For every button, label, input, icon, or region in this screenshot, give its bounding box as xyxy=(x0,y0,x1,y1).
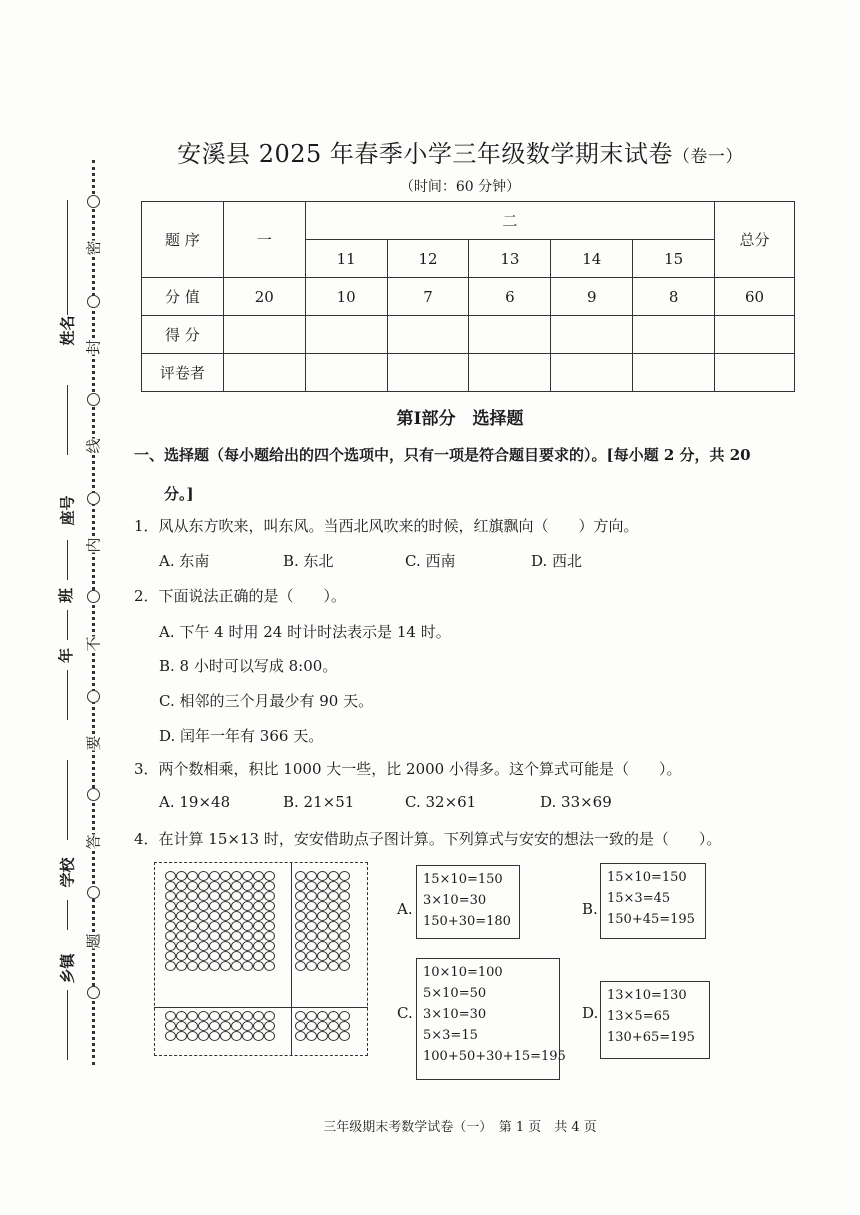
dot xyxy=(187,961,198,971)
dot xyxy=(165,901,176,911)
question-1-stem: 1．风从东方吹来，叫东风。当西北风吹来的时候，红旗飘向（ ）方向。 xyxy=(134,517,639,535)
q2-option-c[interactable]: C. 相邻的三个月最少有 90 天。 xyxy=(159,692,374,710)
dot-grid-bottom-right xyxy=(295,1011,350,1041)
seal-circle xyxy=(87,886,100,899)
page-footer: 三年级期末考数学试卷（一） 第 1 页 共 4 页 xyxy=(323,1120,597,1135)
seal-char: 密 xyxy=(84,240,103,256)
dot xyxy=(198,891,209,901)
dot xyxy=(176,941,187,951)
q2-option-d[interactable]: D. 闰年一年有 366 天。 xyxy=(159,727,324,745)
dot xyxy=(209,891,220,901)
dot xyxy=(264,1031,275,1041)
dot xyxy=(209,871,220,881)
dot xyxy=(231,1021,242,1031)
grader-blank-cell[interactable] xyxy=(551,354,633,392)
dot xyxy=(339,931,350,941)
dot xyxy=(187,871,198,881)
dot xyxy=(220,1021,231,1031)
dot xyxy=(295,1031,306,1041)
page-title: 安溪县 2025 年春季小学三年级数学期末试卷（卷一） xyxy=(177,140,743,168)
dot xyxy=(264,921,275,931)
dot xyxy=(328,1031,339,1041)
dot xyxy=(165,941,176,951)
dot xyxy=(220,891,231,901)
q4-option-d-box[interactable]: 13×10=130 13×5=65 130+65=195 xyxy=(600,981,710,1059)
dot xyxy=(264,871,275,881)
dot xyxy=(264,931,275,941)
dot xyxy=(187,931,198,941)
q3-option-c[interactable]: C. 32×61 xyxy=(405,793,477,811)
dot xyxy=(187,911,198,921)
value-cell: 8 xyxy=(633,278,715,316)
dot xyxy=(165,921,176,931)
dot xyxy=(176,871,187,881)
dot xyxy=(165,1021,176,1031)
dot xyxy=(264,881,275,891)
dot xyxy=(328,1021,339,1031)
dot xyxy=(317,901,328,911)
subcol-cell: 14 xyxy=(551,240,633,278)
name-blank-line xyxy=(67,200,68,315)
dot xyxy=(317,1031,328,1041)
dot xyxy=(198,1031,209,1041)
q4-option-c-letter[interactable]: C. xyxy=(397,1004,413,1022)
q4-option-a-letter[interactable]: A. xyxy=(397,900,413,918)
dot xyxy=(295,1011,306,1021)
score-blank-cell[interactable] xyxy=(223,316,305,354)
dot xyxy=(187,891,198,901)
dot xyxy=(253,891,264,901)
exam-time: （时间：60 分钟） xyxy=(399,179,521,195)
dot xyxy=(306,1021,317,1031)
dot-grid-bottom-left xyxy=(165,1011,275,1041)
value-cell: 20 xyxy=(223,278,305,316)
dot xyxy=(198,941,209,951)
value-cell: 60 xyxy=(715,278,795,316)
dot xyxy=(176,1031,187,1041)
dot xyxy=(306,921,317,931)
dot xyxy=(231,961,242,971)
dot xyxy=(209,901,220,911)
score-blank-cell[interactable] xyxy=(469,316,551,354)
seal-circle xyxy=(87,492,100,505)
part-one-cell: 一 xyxy=(223,202,305,278)
seal-char: 答 xyxy=(84,834,103,850)
dot xyxy=(317,921,328,931)
dot xyxy=(242,891,253,901)
grade-blank-line-2 xyxy=(67,670,68,720)
dot xyxy=(231,931,242,941)
dot xyxy=(317,911,328,921)
dot xyxy=(220,911,231,921)
dot xyxy=(209,951,220,961)
score-label-cell: 得 分 xyxy=(142,316,224,354)
question-2-stem: 2．下面说法正确的是（ ）。 xyxy=(134,587,347,605)
grade-blank-line xyxy=(67,610,68,640)
dot xyxy=(317,1021,328,1031)
dot xyxy=(220,951,231,961)
dot xyxy=(306,961,317,971)
value-cell: 6 xyxy=(469,278,551,316)
dot xyxy=(176,891,187,901)
dot xyxy=(339,911,350,921)
dot xyxy=(253,911,264,921)
subcol-cell: 11 xyxy=(305,240,387,278)
grader-blank-cell[interactable] xyxy=(469,354,551,392)
dot xyxy=(187,951,198,961)
dot xyxy=(165,881,176,891)
dot xyxy=(176,901,187,911)
dot xyxy=(242,951,253,961)
dot xyxy=(339,1031,350,1041)
dot-grid-top-left xyxy=(165,871,275,971)
dot xyxy=(306,871,317,881)
value-cell: 9 xyxy=(551,278,633,316)
vertical-split-line xyxy=(291,862,292,1056)
dot xyxy=(176,1021,187,1031)
dot xyxy=(176,911,187,921)
class-blank-line xyxy=(67,540,68,580)
dot xyxy=(295,911,306,921)
dot xyxy=(317,891,328,901)
dot xyxy=(165,951,176,961)
q1-option-b[interactable]: B. 东北 xyxy=(283,552,334,570)
dot xyxy=(198,931,209,941)
q3-option-b[interactable]: B. 21×51 xyxy=(283,793,355,811)
dot xyxy=(231,921,242,931)
subcol-cell: 15 xyxy=(633,240,715,278)
q4-option-b-box[interactable]: 15×10=150 15×3=45 150+45=195 xyxy=(600,863,706,939)
dot xyxy=(220,871,231,881)
q2-option-b[interactable]: B. 8 小时可以写成 8:00。 xyxy=(159,657,338,675)
dot xyxy=(165,891,176,901)
dot xyxy=(187,921,198,931)
q3-option-d[interactable]: D. 33×69 xyxy=(540,793,612,811)
dot xyxy=(264,911,275,921)
dot xyxy=(295,961,306,971)
dot xyxy=(242,1021,253,1031)
grader-blank-cell[interactable] xyxy=(223,354,305,392)
grader-blank-cell[interactable] xyxy=(387,354,469,392)
seal-char: 题 xyxy=(84,933,103,949)
dot xyxy=(306,881,317,891)
dot xyxy=(253,921,264,931)
value-cell: 10 xyxy=(305,278,387,316)
total-header-cell: 总分 xyxy=(715,202,795,278)
dot xyxy=(317,961,328,971)
dot xyxy=(198,881,209,891)
dot xyxy=(339,951,350,961)
q2-option-a[interactable]: A. 下午 4 时用 24 时计时法表示是 14 时。 xyxy=(159,623,451,641)
q1-option-c[interactable]: C. 西南 xyxy=(405,552,456,570)
dot xyxy=(295,921,306,931)
dot-array-figure xyxy=(154,862,368,1056)
dot xyxy=(295,891,306,901)
dot xyxy=(328,911,339,921)
dot xyxy=(328,901,339,911)
dot xyxy=(176,931,187,941)
seal-char: 内 xyxy=(84,537,103,553)
dot xyxy=(242,931,253,941)
dot xyxy=(328,1011,339,1021)
dot xyxy=(209,911,220,921)
score-table xyxy=(141,201,795,392)
dot xyxy=(220,931,231,941)
dot xyxy=(176,881,187,891)
dot xyxy=(165,911,176,921)
town-blank-line xyxy=(67,900,68,930)
dot xyxy=(328,961,339,971)
dot xyxy=(209,931,220,941)
dot xyxy=(253,961,264,971)
question-4-stem: 4．在计算 15×13 时，安安借助点子图计算。下列算式与安安的想法一致的是（ ）。 xyxy=(134,830,722,848)
dot xyxy=(209,1031,220,1041)
dot xyxy=(242,901,253,911)
name-label: 姓名 xyxy=(58,315,77,346)
dot xyxy=(242,871,253,881)
dot xyxy=(176,1011,187,1021)
dot xyxy=(317,931,328,941)
dot xyxy=(317,881,328,891)
dot xyxy=(306,1011,317,1021)
q4-option-d-letter[interactable]: D. xyxy=(582,1004,599,1022)
q4-option-c-box[interactable]: 10×10=100 5×10=50 3×10=30 5×3=15 100+50+30+15=195 xyxy=(416,958,560,1080)
dot xyxy=(264,961,275,971)
seal-char: 线 xyxy=(84,438,103,454)
seal-char: 封 xyxy=(84,339,103,355)
dot xyxy=(220,941,231,951)
dot xyxy=(231,881,242,891)
dot xyxy=(187,1031,198,1041)
dot xyxy=(231,901,242,911)
seal-char: 不 xyxy=(84,636,103,652)
score-blank-cell[interactable] xyxy=(551,316,633,354)
dot xyxy=(306,911,317,921)
dot xyxy=(295,881,306,891)
dot xyxy=(220,961,231,971)
dot xyxy=(317,941,328,951)
score-blank-cell[interactable] xyxy=(305,316,387,354)
grader-blank-cell[interactable] xyxy=(633,354,715,392)
class-label: 班 xyxy=(57,587,76,604)
dot xyxy=(253,1011,264,1021)
dot xyxy=(339,1021,350,1031)
dot xyxy=(209,961,220,971)
dot xyxy=(253,931,264,941)
dot xyxy=(198,961,209,971)
dot xyxy=(242,881,253,891)
dot xyxy=(295,931,306,941)
dot xyxy=(165,1031,176,1041)
dot xyxy=(165,871,176,881)
dot xyxy=(198,911,209,921)
section-instruction-cont: 分。] xyxy=(164,485,194,503)
q1-option-a[interactable]: A. 东南 xyxy=(159,552,210,570)
dot xyxy=(339,941,350,951)
score-blank-cell[interactable] xyxy=(387,316,469,354)
school-blank-line xyxy=(67,760,68,840)
dot xyxy=(339,1011,350,1021)
dot xyxy=(253,941,264,951)
dot xyxy=(209,881,220,891)
dot xyxy=(242,921,253,931)
dot xyxy=(264,951,275,961)
dot xyxy=(253,901,264,911)
dot xyxy=(295,871,306,881)
dot xyxy=(242,941,253,951)
section-instruction: 一、选择题（每小题给出的四个选项中，只有一项是符合题目要求的）。[每小题 2 分，共 20 xyxy=(134,446,751,464)
value-cell: 7 xyxy=(387,278,469,316)
dot xyxy=(165,961,176,971)
dot xyxy=(306,901,317,911)
dot xyxy=(317,951,328,961)
grade-label: 年 xyxy=(57,647,76,664)
dot xyxy=(187,881,198,891)
dot xyxy=(264,1011,275,1021)
dot xyxy=(339,921,350,931)
dot xyxy=(165,931,176,941)
seal-circle xyxy=(87,788,100,801)
town-blank-line-2 xyxy=(67,990,68,1060)
seal-char: 要 xyxy=(84,735,103,751)
dot xyxy=(328,941,339,951)
dot xyxy=(264,941,275,951)
seat-label: 座号 xyxy=(58,495,77,526)
dot xyxy=(231,871,242,881)
horizontal-split-line xyxy=(154,1007,368,1008)
grader-label-cell: 评卷者 xyxy=(142,354,224,392)
part-two-cell: 二 xyxy=(305,202,714,240)
dot xyxy=(242,911,253,921)
seal-circle xyxy=(87,986,100,999)
dot xyxy=(328,931,339,941)
score-blank-cell[interactable] xyxy=(633,316,715,354)
dot xyxy=(198,951,209,961)
dot xyxy=(220,921,231,931)
dot xyxy=(209,1021,220,1031)
dot xyxy=(328,881,339,891)
dot xyxy=(339,871,350,881)
dot xyxy=(306,891,317,901)
dot xyxy=(198,871,209,881)
dot xyxy=(306,1031,317,1041)
dot xyxy=(231,951,242,961)
dot xyxy=(198,1021,209,1031)
dot xyxy=(317,1011,328,1021)
dot xyxy=(198,921,209,931)
dot xyxy=(187,1011,198,1021)
dot xyxy=(328,951,339,961)
dot xyxy=(187,901,198,911)
dot xyxy=(306,941,317,951)
dot xyxy=(220,901,231,911)
score-blank-cell[interactable] xyxy=(715,316,795,354)
dot xyxy=(295,901,306,911)
dot xyxy=(253,881,264,891)
dot xyxy=(328,871,339,881)
dot xyxy=(165,1011,176,1021)
dot xyxy=(231,891,242,901)
q4-option-b-letter[interactable]: B. xyxy=(582,900,598,918)
dot xyxy=(187,941,198,951)
seal-circle xyxy=(87,590,100,603)
dot xyxy=(220,1031,231,1041)
town-label: 乡镇 xyxy=(58,953,77,984)
dot xyxy=(295,951,306,961)
q4-option-a-box[interactable]: 15×10=150 3×10=30 150+30=180 xyxy=(416,865,520,939)
value-label-cell: 分 值 xyxy=(142,278,224,316)
dot xyxy=(253,951,264,961)
subcol-cell: 12 xyxy=(387,240,469,278)
dot xyxy=(176,951,187,961)
dot xyxy=(176,961,187,971)
dot xyxy=(198,1011,209,1021)
dot xyxy=(264,891,275,901)
dot xyxy=(328,891,339,901)
dot xyxy=(264,901,275,911)
dot xyxy=(253,871,264,881)
dot xyxy=(209,921,220,931)
dot xyxy=(187,1021,198,1031)
grader-blank-cell[interactable] xyxy=(305,354,387,392)
dot xyxy=(317,871,328,881)
dot xyxy=(231,1011,242,1021)
dot xyxy=(306,951,317,961)
q1-option-d[interactable]: D. 西北 xyxy=(531,552,583,570)
dot xyxy=(209,941,220,951)
dot xyxy=(242,1031,253,1041)
q3-option-a[interactable]: A. 19×48 xyxy=(159,793,231,811)
dot xyxy=(242,961,253,971)
part-title: 第Ⅰ部分 选择题 xyxy=(396,409,524,429)
dot xyxy=(339,901,350,911)
seal-circle xyxy=(87,295,100,308)
dot xyxy=(339,881,350,891)
dot xyxy=(306,931,317,941)
row-header-cell: 题 序 xyxy=(142,202,224,278)
question-3-stem: 3．两个数相乘，积比 1000 大一些，比 2000 小得多。这个算式可能是（ ）。 xyxy=(134,760,682,778)
dot xyxy=(231,941,242,951)
dot xyxy=(209,1011,220,1021)
grader-blank-cell[interactable] xyxy=(715,354,795,392)
seal-circle xyxy=(87,195,100,208)
dot xyxy=(295,1021,306,1031)
subcol-cell: 13 xyxy=(469,240,551,278)
school-label: 学校 xyxy=(58,857,77,888)
dot xyxy=(198,901,209,911)
dot xyxy=(220,1011,231,1021)
dot-grid-top-right xyxy=(295,871,350,971)
dot xyxy=(253,1031,264,1041)
dot xyxy=(253,1021,264,1031)
dot xyxy=(220,881,231,891)
dot xyxy=(328,921,339,931)
dot xyxy=(231,1031,242,1041)
dot xyxy=(339,961,350,971)
dot xyxy=(295,941,306,951)
dot xyxy=(231,911,242,921)
dot xyxy=(339,891,350,901)
dot xyxy=(176,921,187,931)
dot xyxy=(264,1021,275,1031)
dot xyxy=(242,1011,253,1021)
seal-circle xyxy=(87,690,100,703)
